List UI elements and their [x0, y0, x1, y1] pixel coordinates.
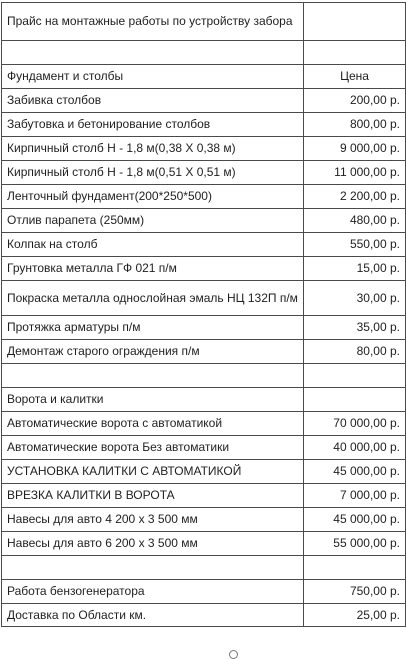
- service-name: Покраска металла однослойная эмаль НЦ 132П п/м: [2, 281, 304, 316]
- empty-cell: [304, 364, 406, 388]
- empty-cell: [2, 556, 304, 580]
- service-name: Ленточный фундамент(200*250*500): [2, 185, 304, 209]
- service-name: Колпак на столб: [2, 233, 304, 257]
- service-name: Забивка столбов: [2, 89, 304, 113]
- service-name: Кирпичный столб H - 1,8 м(0,38 X 0,38 м): [2, 137, 304, 161]
- section-heading: Ворота и калитки: [2, 388, 304, 412]
- section-heading-row: [2, 65, 406, 89]
- service-name: Автоматические ворота с автоматикой: [2, 412, 304, 436]
- empty-row: [2, 41, 406, 65]
- empty-cell: [304, 3, 406, 41]
- price-row: [2, 412, 406, 436]
- empty-row: [2, 556, 406, 580]
- price-row: [2, 340, 406, 364]
- service-name: Автоматические ворота Без автоматики: [2, 436, 304, 460]
- section-heading-row: [2, 388, 406, 412]
- service-name: Протяжка арматуры п/м: [2, 316, 304, 340]
- price-row: [2, 460, 406, 484]
- service-name: Навесы для авто 4 200 х 3 500 мм: [2, 508, 304, 532]
- service-price: 70 000,00 р.: [304, 412, 406, 436]
- service-price: 11 000,00 р.: [304, 161, 406, 185]
- price-row: [2, 137, 406, 161]
- service-name: Забутовка и бетонирование столбов: [2, 113, 304, 137]
- empty-cell: [304, 388, 406, 412]
- service-price: 80,00 р.: [304, 340, 406, 364]
- service-price: 550,00 р.: [304, 233, 406, 257]
- service-name: ВРЕЗКА КАЛИТКИ В ВОРОТА: [2, 484, 304, 508]
- price-row: [2, 89, 406, 113]
- service-price: 200,00 р.: [304, 89, 406, 113]
- service-price: 2 200,00 р.: [304, 185, 406, 209]
- empty-cell: [304, 556, 406, 580]
- service-price: 750,00 р.: [304, 580, 406, 604]
- service-name: Грунтовка металла ГФ 021 п/м: [2, 257, 304, 281]
- empty-cell: [304, 41, 406, 65]
- empty-cell: [2, 41, 304, 65]
- price-row: [2, 436, 406, 460]
- title-row: [2, 3, 406, 41]
- price-row: [2, 209, 406, 233]
- price-list-body: [2, 3, 406, 627]
- price-row: [2, 604, 406, 627]
- price-row: [2, 233, 406, 257]
- empty-cell: [2, 364, 304, 388]
- service-price: 15,00 р.: [304, 257, 406, 281]
- service-price: 55 000,00 р.: [304, 532, 406, 556]
- service-price: 480,00 р.: [304, 209, 406, 233]
- price-row: [2, 185, 406, 209]
- price-row: [2, 580, 406, 604]
- service-price: 30,00 р.: [304, 281, 406, 316]
- service-price: 25,00 р.: [304, 604, 406, 627]
- price-list-table: [1, 2, 406, 627]
- service-name: Навесы для авто 6 200 х 3 500 мм: [2, 532, 304, 556]
- empty-row: [2, 364, 406, 388]
- service-price: 35,00 р.: [304, 316, 406, 340]
- price-row: [2, 257, 406, 281]
- price-row: [2, 316, 406, 340]
- service-name: Работа бензогенератора: [2, 580, 304, 604]
- price-row: [2, 484, 406, 508]
- section-heading: Фундамент и столбы: [2, 65, 304, 89]
- price-row: [2, 508, 406, 532]
- service-name: Доставка по Области км.: [2, 604, 304, 627]
- price-row: [2, 113, 406, 137]
- service-price: 800,00 р.: [304, 113, 406, 137]
- service-name: УСТАНОВКА КАЛИТКИ С АВТОМАТИКОЙ: [2, 460, 304, 484]
- service-name: Отлив парапета (250мм): [2, 209, 304, 233]
- service-name: Кирпичный столб H - 1,8 м(0,51 X 0,51 м): [2, 161, 304, 185]
- service-price: 7 000,00 р.: [304, 484, 406, 508]
- service-price: 40 000,00 р.: [304, 436, 406, 460]
- service-price: 9 000,00 р.: [304, 137, 406, 161]
- service-price: 45 000,00 р.: [304, 460, 406, 484]
- price-row: [2, 532, 406, 556]
- price-column-header: Цена: [304, 65, 406, 89]
- price-row: [2, 161, 406, 185]
- service-price: 45 000,00 р.: [304, 508, 406, 532]
- service-name: Демонтаж старого ограждения п/м: [2, 340, 304, 364]
- price-row: [2, 281, 406, 316]
- price-list-title: Прайс на монтажные работы по устройству забора: [2, 3, 304, 41]
